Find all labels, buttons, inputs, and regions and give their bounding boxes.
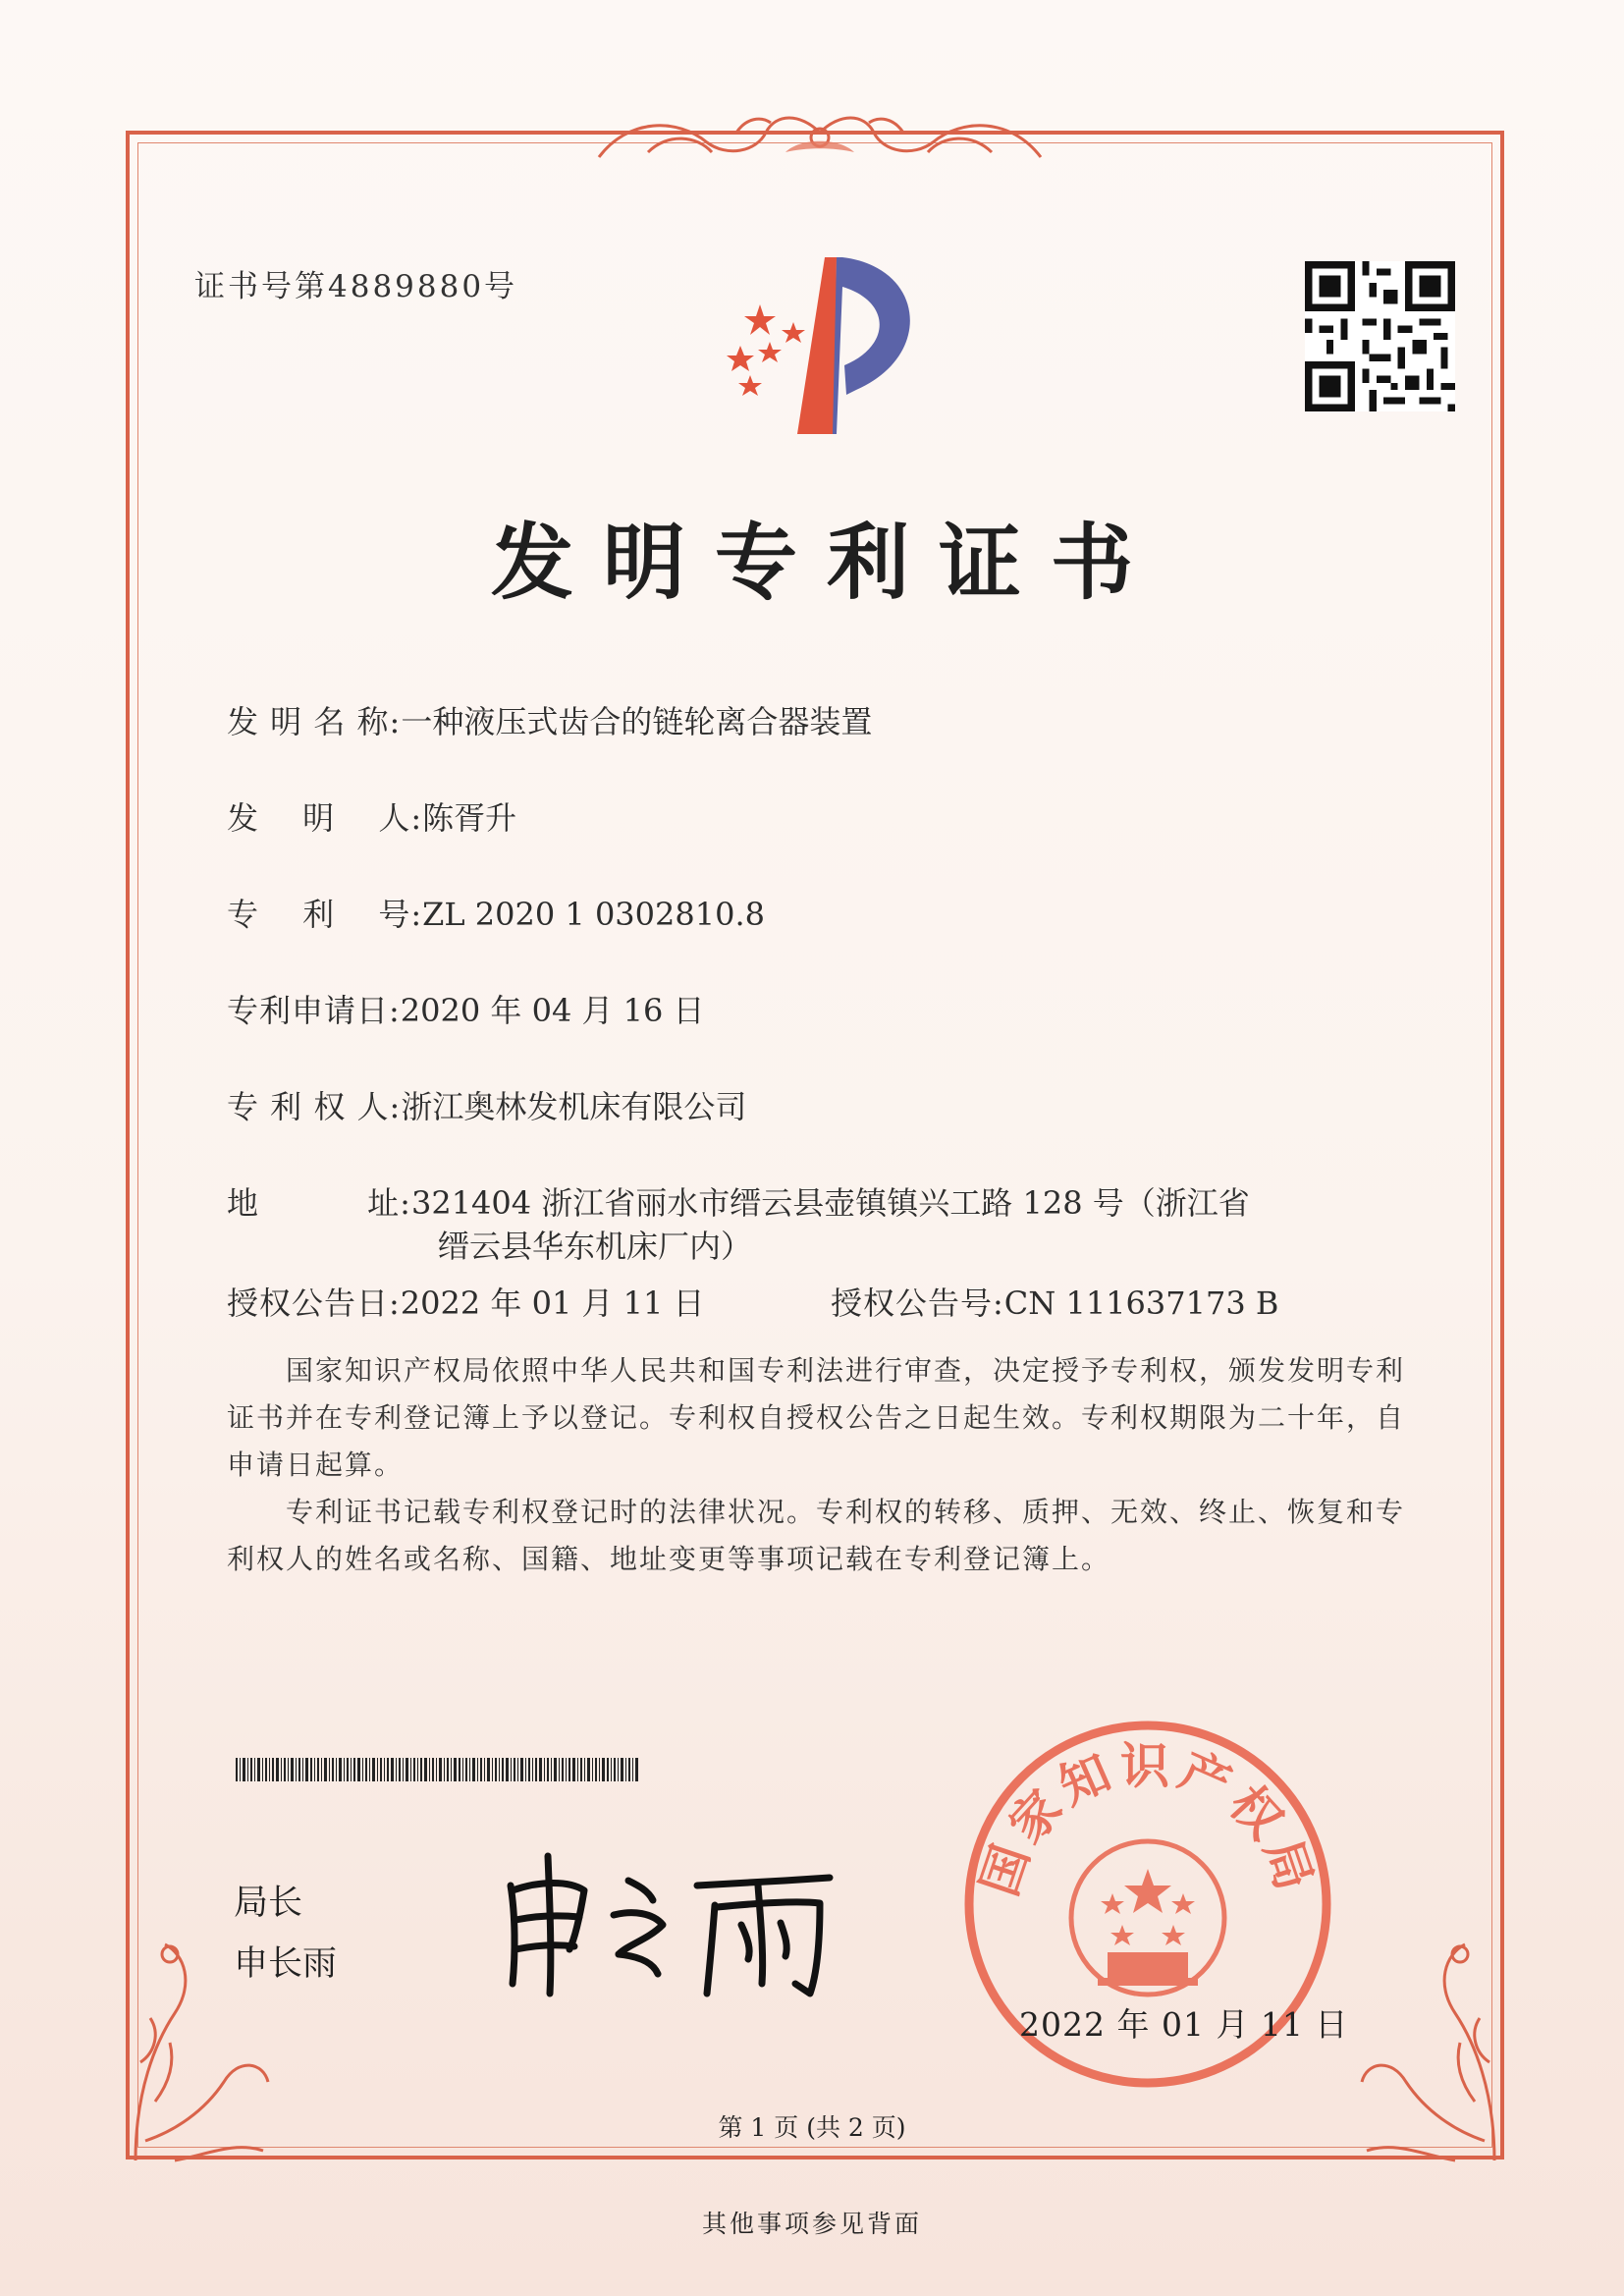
filing-date-label: 专利申请日: [227,992,401,1029]
grant-date-label: 授权公告日: [227,1285,401,1322]
paragraph-1-line-3: 申请日起算。 [227,1449,405,1481]
paragraph-1-line-2: 证书并在专利登记簿上予以登记。专利权自授权公告之日起生效。专利权期限为二十年，自 [227,1401,1406,1434]
top-ornament [589,98,1051,177]
filing-date-value: 2020 年 04 月 16 日 [400,992,705,1029]
grant-date-value: 2022 年 01 月 11 日 [400,1285,705,1322]
paragraph-2-line-1: 专利证书记载专利权登记时的法律状况。专利权的转移、质押、无效、终止、恢复和专 [286,1496,1406,1528]
director-name: 申长雨 [234,1944,338,1984]
filing-date-row [227,986,705,1031]
invention-name-value: 一种液压式齿合的链轮离合器装置 [401,703,873,740]
grant-number-value: CN 111637173 B [1003,1285,1279,1322]
patentee-value: 浙江奥林发机床有限公司 [401,1088,747,1125]
paragraph-2-line-2: 利权人的姓名或名称、国籍、地址变更等事项记载在专利登记簿上。 [227,1543,1111,1575]
seal-text: 国家知识产权局 [970,1737,1326,1903]
statement-paragraph-2 [227,1489,1433,1583]
grant-number-row [831,1279,1278,1324]
patentee-row [227,1082,746,1127]
patentee-label: 专 利 权 人: [227,1088,402,1125]
certificate-title: 发明专利证书 [490,514,1163,611]
address-line-1: 321404 浙江省丽水市缙云县壶镇镇兴工路 128 号（浙江省 [410,1184,1250,1222]
page-number: 第 1 页 (共 2 页) [718,2113,906,2142]
certificate-number: 证书号第4889880号 [194,269,518,304]
invention-name-row [227,697,872,742]
director-title: 局长 [234,1884,303,1923]
inventor-label: 发 明 人: [227,799,423,837]
invention-name-label: 发 明 名 称: [227,703,402,740]
barcode [236,1758,638,1781]
back-note: 其他事项参见背面 [701,2210,922,2238]
inventor-value: 陈胥升 [422,799,517,837]
address-label: 地 址: [227,1184,411,1222]
inventor-row [227,793,516,839]
grant-date-row [227,1279,705,1324]
statement-paragraph-1 [227,1347,1433,1489]
director-signature [491,1846,844,2003]
patent-number-label: 专 利 号: [227,896,423,933]
paragraph-1-line-1: 国家知识产权局依照中华人民共和国专利法进行审查，决定授予专利权，颁发发明专利 [286,1354,1406,1387]
grant-number-label: 授权公告号: [831,1285,1004,1322]
seal-date: 2022 年 01 月 11 日 [1019,2005,1349,2044]
address-row [227,1178,1250,1224]
patent-number-value: ZL 2020 1 0302810.8 [422,896,765,933]
patent-number-row [227,890,765,935]
address-line-2: 缙云县华东机床厂内） [438,1228,753,1265]
qr-code[interactable] [1305,261,1455,411]
patent-office-logo [699,247,941,434]
